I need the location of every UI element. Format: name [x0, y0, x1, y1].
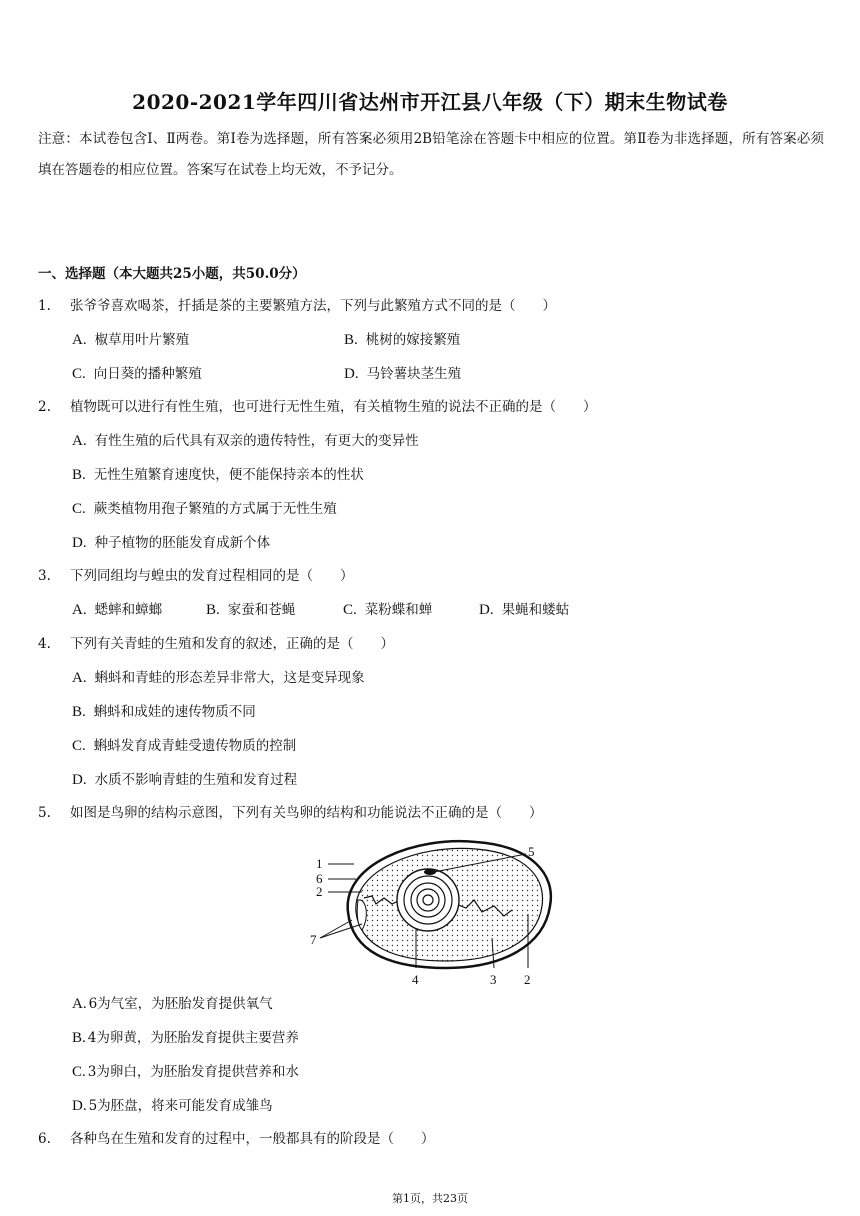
option-text: 果蝇和蝼蛄 [501, 602, 570, 618]
label-5: 5 [528, 844, 535, 859]
option-text: 无性生殖繁育速度快，便不能保持亲本的性状 [93, 467, 364, 483]
option-letter: C. [72, 738, 86, 754]
option-4b [72, 702, 256, 722]
option-letter: B. [72, 704, 86, 720]
question-number: 6. [38, 1131, 51, 1147]
yolk [397, 869, 459, 931]
option-letter: B. [72, 467, 86, 483]
option-text: 马铃薯块茎生殖 [366, 366, 462, 382]
option-1b [344, 330, 460, 350]
question-6 [38, 1129, 435, 1149]
option-letter: A. [72, 332, 87, 348]
option-5a [72, 994, 273, 1014]
option-letter: A. [72, 602, 87, 618]
option-2d [72, 533, 270, 553]
label-6: 6 [316, 871, 323, 886]
option-text: 6为气室，为胚胎发育提供氧气 [88, 996, 273, 1012]
question-number: 1. [38, 298, 51, 314]
question-number: 2. [38, 399, 51, 415]
option-text: 菜粉蝶和蝉 [364, 602, 433, 618]
option-letter: D. [479, 602, 494, 618]
option-3b [206, 600, 295, 620]
option-text: 水质不影响青蛙的生殖和发育过程 [94, 772, 298, 788]
option-letter: C. [72, 1064, 86, 1080]
label-1: 1 [316, 856, 323, 871]
option-letter: C. [72, 501, 86, 517]
question-text: 下列同组均与蝗虫的发育过程相同的是（ ） [70, 568, 354, 584]
question-1 [38, 296, 556, 316]
label-4: 4 [412, 972, 419, 987]
question-text: 张爷爷喜欢喝茶，扦插是茶的主要繁殖方法，下列与此繁殖方式不同的是（ ） [70, 298, 556, 314]
option-text: 向日葵的播种繁殖 [93, 366, 202, 382]
option-text: 3为卵白，为胚胎发育提供营养和水 [87, 1064, 299, 1080]
question-text: 植物既可以进行有性生殖，也可进行无性生殖，有关植物生殖的说法不正确的是（ ） [70, 399, 597, 415]
option-text: 4为卵黄，为胚胎发育提供主要营养 [87, 1030, 299, 1046]
option-2b [72, 465, 364, 485]
option-1d [344, 364, 461, 384]
option-text: 家蚕和苍蝇 [227, 602, 296, 618]
option-4a [72, 668, 365, 688]
option-letter: D. [344, 366, 359, 382]
option-letter: A. [72, 670, 87, 686]
option-letter: D. [72, 535, 87, 551]
option-5b [72, 1028, 299, 1048]
option-letter: B. [206, 602, 220, 618]
question-3 [38, 566, 354, 586]
page-title: 2020-2021学年四川省达州市开江县八年级（下）期末生物试卷 [132, 90, 728, 114]
label-7: 7 [310, 932, 317, 947]
option-text: 蝌蚪发育成青蛙受遗传物质的控制 [93, 738, 297, 754]
option-1c [72, 364, 202, 384]
option-text: 椒草用叶片繁殖 [94, 332, 190, 348]
label-3: 3 [490, 972, 497, 987]
option-text: 5为胚盘，将来可能发育成雏鸟 [88, 1098, 273, 1114]
option-3d [479, 600, 569, 620]
option-letter: C. [343, 602, 357, 618]
question-number: 5. [38, 805, 51, 821]
question-text: 如图是鸟卵的结构示意图，下列有关鸟卵的结构和功能说法不正确的是（ ） [70, 805, 543, 821]
question-4 [38, 634, 394, 654]
question-5 [38, 803, 543, 823]
option-text: 种子植物的胚能发育成新个体 [94, 535, 271, 551]
bird-egg-diagram [306, 834, 558, 988]
question-2 [38, 397, 597, 417]
option-3a [72, 600, 162, 620]
option-3c [343, 600, 432, 620]
option-letter: D. [72, 1098, 87, 1114]
option-letter: D. [72, 772, 87, 788]
option-5c [72, 1062, 299, 1082]
question-text: 各种鸟在生殖和发育的过程中，一般都具有的阶段是（ ） [70, 1131, 435, 1147]
option-text: 有性生殖的后代具有双亲的遗传特性，有更大的变异性 [94, 433, 419, 449]
option-text: 蕨类植物用孢子繁殖的方式属于无性生殖 [93, 501, 337, 517]
option-4c [72, 736, 296, 756]
option-letter: C. [72, 366, 86, 382]
exam-notice: 注意：本试卷包含Ⅰ、Ⅱ两卷。第Ⅰ卷为选择题，所有答案必须用2B铅笔涂在答题卡中相应的位置。第Ⅱ卷为非选择题，所有答案必须填在答题卷的相应位置。答案写在试卷上均无效，不予记分。 [38, 131, 824, 178]
page-footer: 第1页，共23页 [392, 1192, 468, 1205]
option-1a [72, 330, 189, 350]
option-5d [72, 1096, 273, 1116]
option-2a [72, 431, 419, 451]
option-letter: B. [72, 1030, 86, 1046]
option-text: 蝌蚪和成娃的速传物质不同 [93, 704, 256, 720]
option-text: 蟋蟀和蟑螂 [94, 602, 163, 618]
option-4d [72, 770, 297, 790]
option-2c [72, 499, 337, 519]
option-letter: A. [72, 433, 87, 449]
option-letter: A. [72, 996, 87, 1012]
option-text: 桃树的嫁接繁殖 [365, 332, 461, 348]
question-text: 下列有关青蛙的生殖和发育的叙述，正确的是（ ） [70, 636, 394, 652]
question-number: 4. [38, 636, 51, 652]
option-text: 蝌蚪和青蛙的形态差异非常大，这是变异现象 [94, 670, 365, 686]
question-number: 3. [38, 568, 51, 584]
option-letter: B. [344, 332, 358, 348]
label-2-right: 2 [524, 972, 531, 987]
label-2-left: 2 [316, 884, 323, 899]
section-heading: 一、选择题（本大题共25小题，共50.0分） [38, 266, 306, 282]
